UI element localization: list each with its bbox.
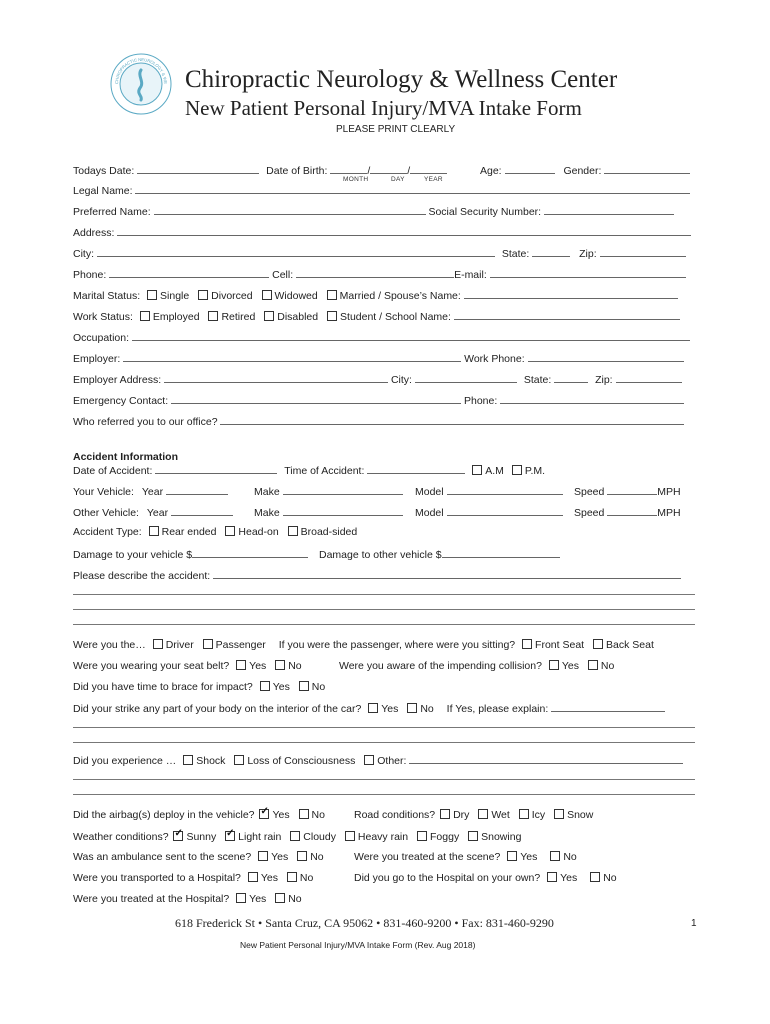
work-student-checkbox[interactable]: [327, 311, 337, 321]
pm-checkbox[interactable]: [512, 465, 522, 475]
your-speed-field[interactable]: [607, 485, 657, 495]
treated-hospital-label: Were you treated at the Hospital?: [73, 893, 230, 905]
row-other-vehicle: [73, 506, 233, 519]
row-age-gender: [480, 164, 690, 177]
marital-option: Single: [160, 290, 190, 302]
employer-field[interactable]: [123, 352, 461, 362]
gender-label: Gender:: [563, 165, 602, 177]
hospital-no-checkbox[interactable]: [275, 893, 285, 903]
driver-label: Driver: [165, 639, 194, 651]
work-disabled-checkbox[interactable]: [264, 311, 274, 321]
passenger-checkbox[interactable]: [203, 639, 213, 649]
row-experience: [73, 754, 683, 767]
employer-address-label: Employer Address:: [73, 374, 162, 386]
occupation-field[interactable]: [132, 331, 690, 341]
dob-day-hint: DAY: [391, 176, 405, 183]
aware-no-checkbox[interactable]: [588, 660, 598, 670]
row-referred: [73, 415, 684, 428]
address-field[interactable]: [117, 226, 691, 236]
brace-label: Did you have time to brace for impact?: [73, 681, 253, 693]
svg-text:CHIROPRACTIC NEUROLOGY & WELLN: CHIROPRACTIC NEUROLOGY & WE: [113, 56, 169, 85]
other-model-field[interactable]: [447, 506, 563, 516]
row-describe: [73, 569, 681, 582]
preferred-name-label: Preferred Name:: [73, 206, 151, 218]
row-legal-name: [73, 184, 690, 197]
row-damage: [73, 548, 560, 561]
sitting-label: If you were the passenger, where were you sitting?: [278, 639, 516, 651]
no-label: No: [603, 872, 617, 884]
loc-label: Loss of Consciousness: [247, 755, 356, 767]
describe-label: Please describe the accident:: [73, 570, 211, 582]
passenger-label: Passenger: [215, 639, 266, 651]
row-ambulance: [73, 851, 324, 863]
todays-date-field[interactable]: [137, 164, 259, 174]
your-year-field[interactable]: [166, 485, 228, 495]
pm-label: P.M.: [524, 465, 546, 477]
phone-field[interactable]: [109, 268, 269, 278]
strike-yes-checkbox[interactable]: [368, 703, 378, 713]
transported-yes-checkbox[interactable]: [248, 872, 258, 882]
city-field[interactable]: [97, 247, 495, 257]
row-marital: [73, 289, 678, 302]
work-phone-label: Work Phone:: [464, 353, 525, 365]
ambulance-no-checkbox[interactable]: [297, 851, 307, 861]
occupation-label: Occupation:: [73, 332, 130, 344]
mph-label: MPH: [657, 486, 681, 498]
weather-option: Snowing: [481, 831, 522, 843]
form-subtitle: New Patient Personal Injury/MVA Intake Form: [185, 96, 582, 120]
weather-foggy-checkbox[interactable]: [417, 831, 427, 841]
hospital-yes-checkbox[interactable]: [236, 893, 246, 903]
damage-yours-field[interactable]: [192, 548, 308, 558]
row-occupation: [73, 331, 690, 344]
row-your-vehicle: [73, 485, 228, 498]
road-dry-checkbox[interactable]: [440, 809, 450, 819]
ambulance-label: Was an ambulance sent to the scene?: [73, 851, 252, 863]
am-label: A.M: [485, 465, 504, 477]
work-option: Retired: [221, 311, 256, 323]
row-preferred: [73, 205, 674, 218]
zip-label: Zip:: [579, 248, 597, 260]
seatbelt-no-checkbox[interactable]: [275, 660, 285, 670]
row-driver-passenger: [73, 639, 654, 651]
work-option: Disabled: [277, 311, 319, 323]
your-make-group: [254, 485, 403, 498]
weather-option: Sunny: [186, 831, 217, 843]
describe-line[interactable]: [73, 624, 695, 625]
employer-state-field[interactable]: [554, 373, 588, 383]
seatbelt-label: Were you wearing your seat belt?: [73, 660, 230, 672]
email-field[interactable]: [490, 268, 686, 278]
explain-field[interactable]: [551, 702, 665, 712]
am-checkbox[interactable]: [472, 465, 482, 475]
your-vehicle-label: Your Vehicle:: [73, 486, 134, 498]
weather-option: Cloudy: [303, 831, 336, 843]
no-label: No: [299, 872, 314, 884]
airbag-label: Did the airbag(s) deploy in the vehicle?: [73, 809, 255, 821]
legal-name-label: Legal Name:: [73, 185, 133, 197]
row-emergency: [73, 394, 684, 407]
front-seat-checkbox[interactable]: [522, 639, 532, 649]
own-label: Did you go to the Hospital on your own?: [354, 872, 541, 884]
row-address: [73, 226, 691, 239]
age-label: Age:: [480, 165, 502, 177]
other-line[interactable]: [73, 779, 695, 780]
year-label: Year: [146, 507, 169, 519]
row-airbag: [73, 809, 325, 821]
road-label: Road conditions?: [354, 809, 436, 821]
your-model-field[interactable]: [447, 485, 563, 495]
weather-light-rain-checkbox[interactable]: [225, 831, 235, 841]
row-road: [354, 809, 593, 821]
preferred-name-field[interactable]: [154, 205, 426, 215]
row-accident-type: [73, 526, 357, 538]
year-label: Year: [141, 486, 164, 498]
clinic-logo: [109, 52, 173, 116]
no-label: No: [600, 660, 615, 672]
explain-line[interactable]: [73, 742, 695, 743]
airbag-no-checkbox[interactable]: [299, 809, 309, 819]
strike-no-checkbox[interactable]: [407, 703, 417, 713]
broad-sided-checkbox[interactable]: [288, 526, 298, 536]
damage-other-field[interactable]: [442, 548, 560, 558]
row-own: [354, 872, 617, 884]
age-field[interactable]: [505, 164, 555, 174]
weather-option: Foggy: [430, 831, 460, 843]
yes-label: Yes: [381, 703, 399, 715]
row-employer: [73, 352, 684, 365]
employer-zip-label: Zip:: [595, 374, 613, 386]
row-aware: [339, 660, 614, 672]
other-line[interactable]: [73, 794, 695, 795]
dob-year-hint: YEAR: [424, 176, 443, 183]
dob-sep: /: [367, 165, 371, 177]
footer-form-name: New Patient Personal Injury/MVA Intake Form (Rev. Aug 2018): [240, 940, 476, 950]
other-speed-field[interactable]: [607, 506, 657, 516]
weather-snowing-checkbox[interactable]: [468, 831, 478, 841]
aware-label: Were you aware of the impending collision?: [339, 660, 542, 672]
weather-label: Weather conditions?: [73, 831, 169, 843]
front-seat-label: Front Seat: [535, 639, 585, 651]
city-label: City:: [73, 248, 94, 260]
other-vehicle-label: Other Vehicle:: [73, 507, 139, 519]
rear-ended-checkbox[interactable]: [149, 526, 159, 536]
back-seat-label: Back Seat: [606, 639, 654, 651]
head-on-checkbox[interactable]: [225, 526, 235, 536]
no-label: No: [420, 703, 434, 715]
make-label: Make: [254, 507, 280, 519]
your-speed-group: [574, 485, 681, 498]
yes-label: Yes: [561, 660, 579, 672]
damage-other-label: Damage to other vehicle $: [319, 549, 442, 561]
ambulance-yes-checkbox[interactable]: [258, 851, 268, 861]
model-label: Model: [415, 486, 444, 498]
were-you-label: Were you the…: [73, 639, 146, 651]
loc-checkbox[interactable]: [234, 755, 244, 765]
row-employer-address: [73, 373, 682, 386]
other-checkbox[interactable]: [364, 755, 374, 765]
yes-label: Yes: [272, 809, 290, 821]
your-model-group: [415, 485, 563, 498]
page-number: 1: [691, 918, 697, 929]
strike-label: Did your strike any part of your body on the interior of the car?: [73, 703, 362, 715]
row-transported: [73, 872, 313, 884]
ssn-label: Social Security Number:: [428, 206, 542, 218]
marital-divorced-checkbox[interactable]: [198, 290, 208, 300]
state-field[interactable]: [532, 247, 570, 257]
no-label: No: [563, 851, 577, 863]
email-label: E-mail:: [454, 269, 487, 281]
type-option: Broad-sided: [300, 526, 358, 538]
zip-field[interactable]: [600, 247, 686, 257]
work-status-label: Work Status:: [73, 311, 133, 323]
phone-label: Phone:: [73, 269, 107, 281]
yes-label: Yes: [249, 660, 267, 672]
driver-checkbox[interactable]: [153, 639, 163, 649]
referred-label: Who referred you to our office?: [73, 416, 218, 428]
clinic-title: Chiropractic Neurology & Wellness Center: [185, 66, 618, 93]
marital-widowed-checkbox[interactable]: [262, 290, 272, 300]
emergency-phone-field[interactable]: [500, 394, 684, 404]
cell-field[interactable]: [296, 268, 454, 278]
no-label: No: [288, 660, 302, 672]
marital-married-checkbox[interactable]: [327, 290, 337, 300]
transported-no-checkbox[interactable]: [287, 872, 297, 882]
row-brace: [73, 681, 325, 693]
treated-scene-label: Were you treated at the scene?: [354, 851, 501, 863]
work-option: Employed: [152, 311, 200, 323]
transported-label: Were you transported to a Hospital?: [73, 872, 241, 884]
explain-label: If Yes, please explain:: [446, 703, 549, 715]
weather-option: Heavy rain: [357, 831, 409, 843]
work-option: Student / School Name:: [340, 311, 451, 323]
yes-label: Yes: [260, 872, 278, 884]
dob-sep: /: [407, 165, 411, 177]
employer-state-label: State:: [523, 374, 552, 386]
your-make-field[interactable]: [283, 485, 403, 495]
dob-label: Date of Birth:: [266, 165, 328, 177]
describe-line[interactable]: [73, 609, 695, 610]
work-retired-checkbox[interactable]: [208, 311, 218, 321]
marital-option: Widowed: [274, 290, 318, 302]
print-instruction: PLEASE PRINT CLEARLY: [336, 124, 456, 135]
back-seat-checkbox[interactable]: [593, 639, 603, 649]
type-option: Rear ended: [161, 526, 217, 538]
todays-date-label: Todays Date:: [73, 165, 135, 177]
row-city: [73, 247, 686, 260]
brace-no-checkbox[interactable]: [299, 681, 309, 691]
own-yes-checkbox[interactable]: [547, 872, 557, 882]
accident-date-label: Date of Accident:: [73, 465, 153, 477]
yes-label: Yes: [271, 851, 289, 863]
dob-day-field[interactable]: [370, 164, 407, 174]
yes-label: Yes: [520, 851, 538, 863]
other-make-group: [254, 506, 403, 519]
road-option: Icy: [531, 809, 546, 821]
row-seatbelt: [73, 660, 302, 672]
other-year-field[interactable]: [171, 506, 233, 516]
employer-city-field[interactable]: [415, 373, 517, 383]
scene-no-checkbox[interactable]: [550, 851, 560, 861]
marital-option: Divorced: [211, 290, 253, 302]
accident-heading: Accident Information: [73, 451, 179, 463]
road-option: Snow: [567, 809, 594, 821]
road-snow-checkbox[interactable]: [554, 809, 564, 819]
no-label: No: [310, 851, 324, 863]
row-work: [73, 310, 680, 323]
yes-label: Yes: [272, 681, 290, 693]
shock-checkbox[interactable]: [183, 755, 193, 765]
dob-month-hint: MONTH: [343, 176, 369, 183]
yes-label: Yes: [249, 893, 267, 905]
other-speed-group: [574, 506, 681, 519]
seatbelt-yes-checkbox[interactable]: [236, 660, 246, 670]
make-label: Make: [254, 486, 280, 498]
mph-label: MPH: [657, 507, 681, 519]
brace-yes-checkbox[interactable]: [260, 681, 270, 691]
road-icy-checkbox[interactable]: [519, 809, 529, 819]
legal-name-field[interactable]: [135, 184, 690, 194]
aware-yes-checkbox[interactable]: [549, 660, 559, 670]
describe-line[interactable]: [73, 594, 695, 595]
other-model-group: [415, 506, 563, 519]
work-phone-field[interactable]: [528, 352, 684, 362]
speed-label: Speed: [574, 486, 605, 498]
airbag-yes-checkbox[interactable]: [259, 809, 269, 819]
no-label: No: [311, 681, 326, 693]
referred-field[interactable]: [220, 415, 684, 425]
type-option: Head-on: [238, 526, 279, 538]
emergency-label: Emergency Contact:: [73, 395, 169, 407]
employer-label: Employer:: [73, 353, 121, 365]
experience-label: Did you experience …: [73, 755, 177, 767]
accident-time-label: Time of Accident:: [284, 465, 365, 477]
school-name-field[interactable]: [454, 310, 680, 320]
row-treated-hospital: [73, 893, 302, 905]
employer-zip-field[interactable]: [616, 373, 682, 383]
gender-field[interactable]: [604, 164, 690, 174]
other-field[interactable]: [409, 754, 683, 764]
row-strike: [73, 702, 665, 715]
no-label: No: [311, 809, 325, 821]
yes-label: Yes: [560, 872, 578, 884]
own-no-checkbox[interactable]: [590, 872, 600, 882]
employer-city-label: City:: [390, 374, 412, 386]
weather-heavy-rain-checkbox[interactable]: [345, 831, 355, 841]
dob-year-field[interactable]: [410, 164, 447, 174]
damage-yours-label: Damage to your vehicle $: [73, 549, 193, 561]
marital-single-checkbox[interactable]: [147, 290, 157, 300]
other-label: Other:: [377, 755, 407, 767]
explain-line[interactable]: [73, 727, 695, 728]
state-label: State:: [501, 248, 530, 260]
describe-field[interactable]: [213, 569, 681, 579]
shock-label: Shock: [196, 755, 226, 767]
road-wet-checkbox[interactable]: [478, 809, 488, 819]
no-label: No: [288, 893, 302, 905]
row-phone: [73, 268, 686, 281]
weather-option: Light rain: [238, 831, 282, 843]
employer-address-field[interactable]: [164, 373, 388, 383]
road-option: Dry: [453, 809, 470, 821]
model-label: Model: [415, 507, 444, 519]
dob-month-field[interactable]: [330, 164, 367, 174]
scene-yes-checkbox[interactable]: [507, 851, 517, 861]
accident-time-field[interactable]: [367, 464, 465, 474]
other-make-field[interactable]: [283, 506, 403, 516]
address-label: Address:: [73, 227, 115, 239]
row-accident-date: [73, 464, 545, 477]
weather-cloudy-checkbox[interactable]: [290, 831, 300, 841]
speed-label: Speed: [574, 507, 605, 519]
marital-option: Married / Spouse’s Name:: [339, 290, 461, 302]
work-employed-checkbox[interactable]: [140, 311, 150, 321]
weather-sunny-checkbox[interactable]: [173, 831, 183, 841]
cell-label: Cell:: [272, 269, 294, 281]
spouse-name-field[interactable]: [464, 289, 678, 299]
road-option: Wet: [491, 809, 510, 821]
marital-label: Marital Status:: [73, 290, 141, 302]
emergency-phone-label: Phone:: [463, 395, 498, 407]
emergency-field[interactable]: [171, 394, 461, 404]
ssn-field[interactable]: [544, 205, 674, 215]
footer-address: 618 Frederick St • Santa Cruz, CA 95062 • 831-460-9200 • Fax: 831-460-9290: [175, 916, 554, 930]
row-treated-scene: [354, 851, 577, 863]
row-weather: [73, 831, 521, 843]
accident-date-field[interactable]: [155, 464, 277, 474]
accident-type-label: Accident Type:: [73, 526, 142, 538]
